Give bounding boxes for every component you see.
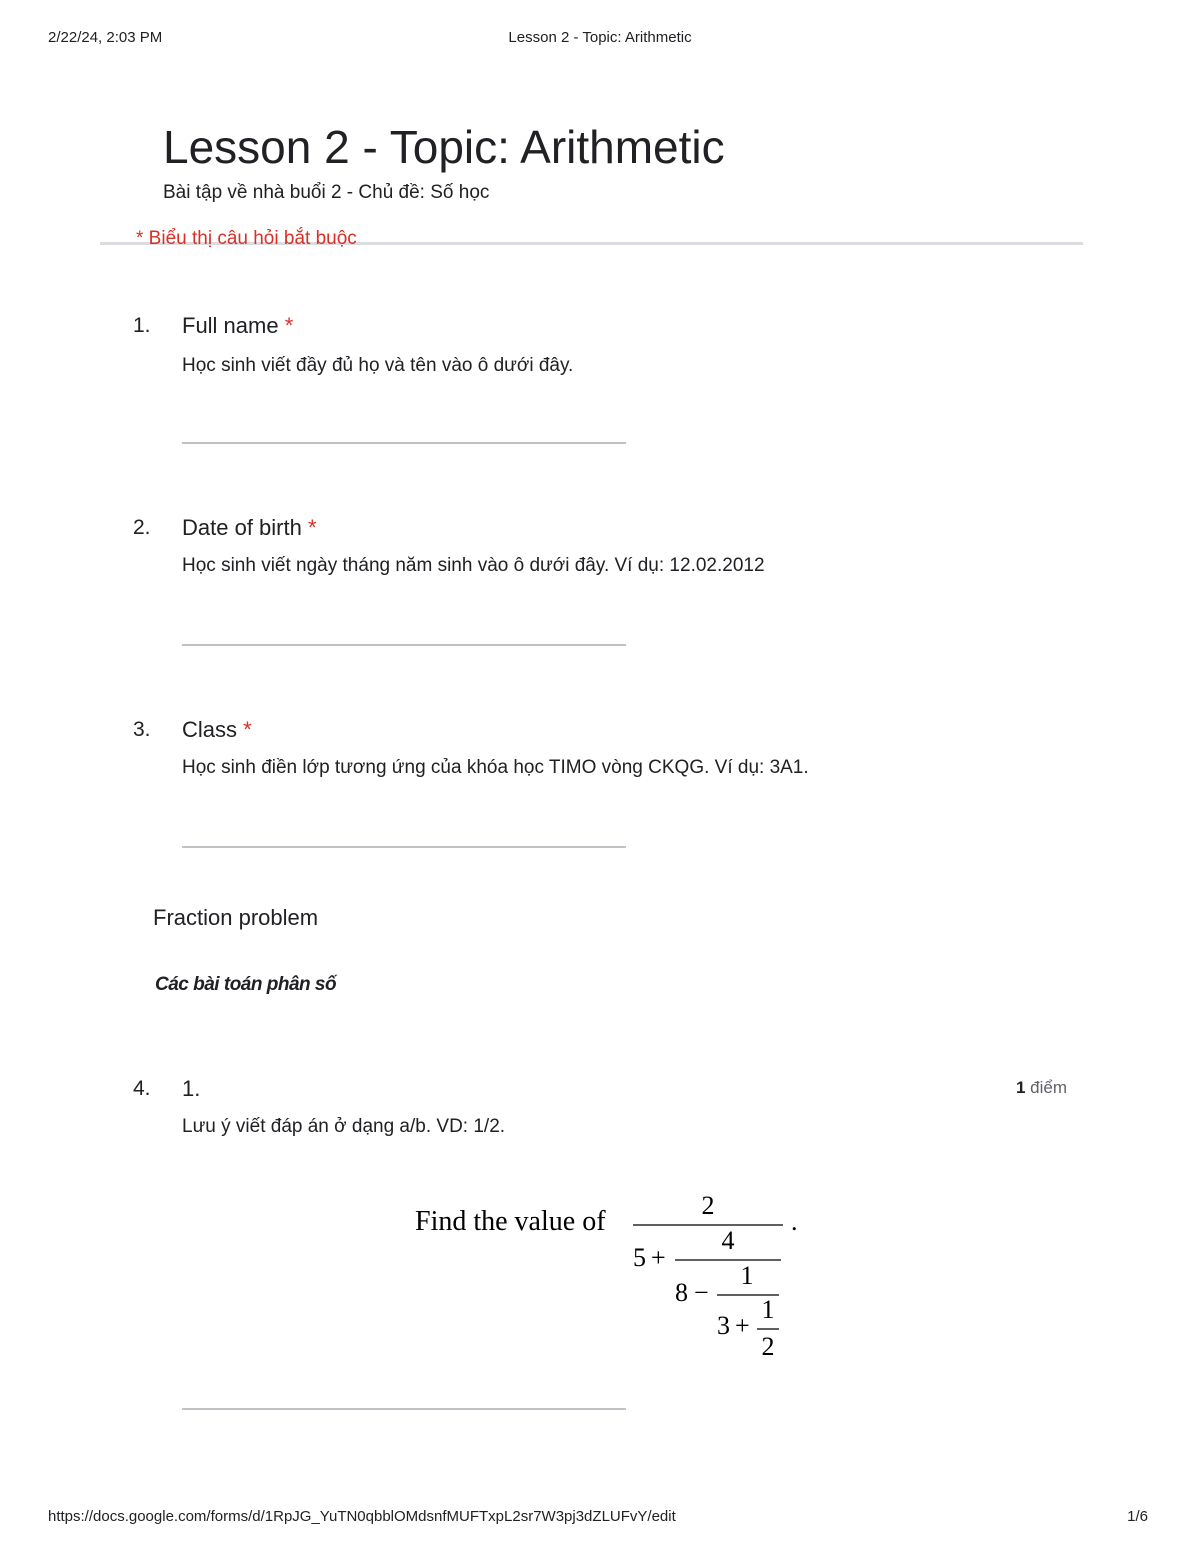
fraction-numerator: 1 xyxy=(761,1295,775,1324)
fraction-numerator: 2 xyxy=(701,1191,715,1220)
print-url: https://docs.google.com/forms/d/1RpJG_YuTN0qbblOMdsnfMUFTxpL2sr7W3pj3dZLUFvY/edit xyxy=(48,1508,676,1525)
question-title-fraction-1: 1. xyxy=(182,1076,201,1101)
form-description: Bài tập về nhà buổi 2 - Chủ đề: Số học xyxy=(163,182,490,203)
question-title-class xyxy=(182,717,252,743)
section-title: Fraction problem xyxy=(153,905,319,930)
print-page-number: 1/6 xyxy=(1127,1508,1148,1525)
question-description: Học sinh điền lớp tương ứng của khóa học TIMO vòng CKQG. Ví dụ: 3A1. xyxy=(182,757,809,778)
points-unit: điểm xyxy=(1030,1078,1067,1097)
fraction-denominator: 2 xyxy=(761,1332,775,1361)
required-asterisk: * xyxy=(243,717,252,742)
fraction-plus: + xyxy=(735,1311,750,1340)
fraction-numerator: 4 xyxy=(721,1226,735,1255)
fraction-period: . xyxy=(791,1207,798,1236)
question-description: Học sinh viết đầy đủ họ và tên vào ô dưới đây. xyxy=(182,355,574,376)
question-title-text: Class xyxy=(182,717,238,742)
question-title-text: Full name xyxy=(182,313,279,338)
question-image-continued-fraction xyxy=(405,1183,815,1363)
question-number: 1. xyxy=(133,314,151,337)
question-number: 4. xyxy=(133,1077,151,1100)
image-prompt-text: Find the value of xyxy=(415,1206,606,1237)
print-doc-title: Lesson 2 - Topic: Arithmetic xyxy=(508,29,692,46)
question-description: Học sinh viết ngày tháng năm sinh vào ô dưới đây. Ví dụ: 12.02.2012 xyxy=(182,555,765,576)
required-asterisk: * xyxy=(284,313,294,338)
section-description: Các bài toán phân số xyxy=(155,974,337,995)
print-datetime: 2/22/24, 2:03 PM xyxy=(48,29,163,46)
fraction-plus: + xyxy=(651,1243,666,1272)
question-points xyxy=(1016,1078,1067,1098)
form-title: Lesson 2 - Topic: Arithmetic xyxy=(163,121,725,173)
date-of-birth-input[interactable] xyxy=(182,644,626,646)
fraction-whole: 5 xyxy=(633,1243,646,1272)
question-description: Lưu ý viết đáp án ở dạng a/b. VD: 1/2. xyxy=(182,1116,506,1137)
question-title-date-of-birth xyxy=(182,515,317,541)
points-value: 1 xyxy=(1015,1078,1026,1097)
question-title-text: Date of birth xyxy=(182,515,302,540)
question-title-full-name xyxy=(182,313,293,339)
required-note: * Biểu thị câu hỏi bắt buộc xyxy=(136,228,357,249)
full-name-input[interactable] xyxy=(182,442,626,444)
question-number: 2. xyxy=(133,516,151,539)
required-asterisk: * xyxy=(307,515,317,540)
fraction-whole: 3 xyxy=(717,1311,730,1340)
fraction-numerator: 1 xyxy=(740,1261,754,1290)
question-4-answer-input[interactable] xyxy=(182,1408,626,1410)
class-input[interactable] xyxy=(182,846,626,848)
question-number: 3. xyxy=(133,718,151,741)
fraction-minus: − xyxy=(694,1278,709,1307)
fraction-whole: 8 xyxy=(675,1278,688,1307)
